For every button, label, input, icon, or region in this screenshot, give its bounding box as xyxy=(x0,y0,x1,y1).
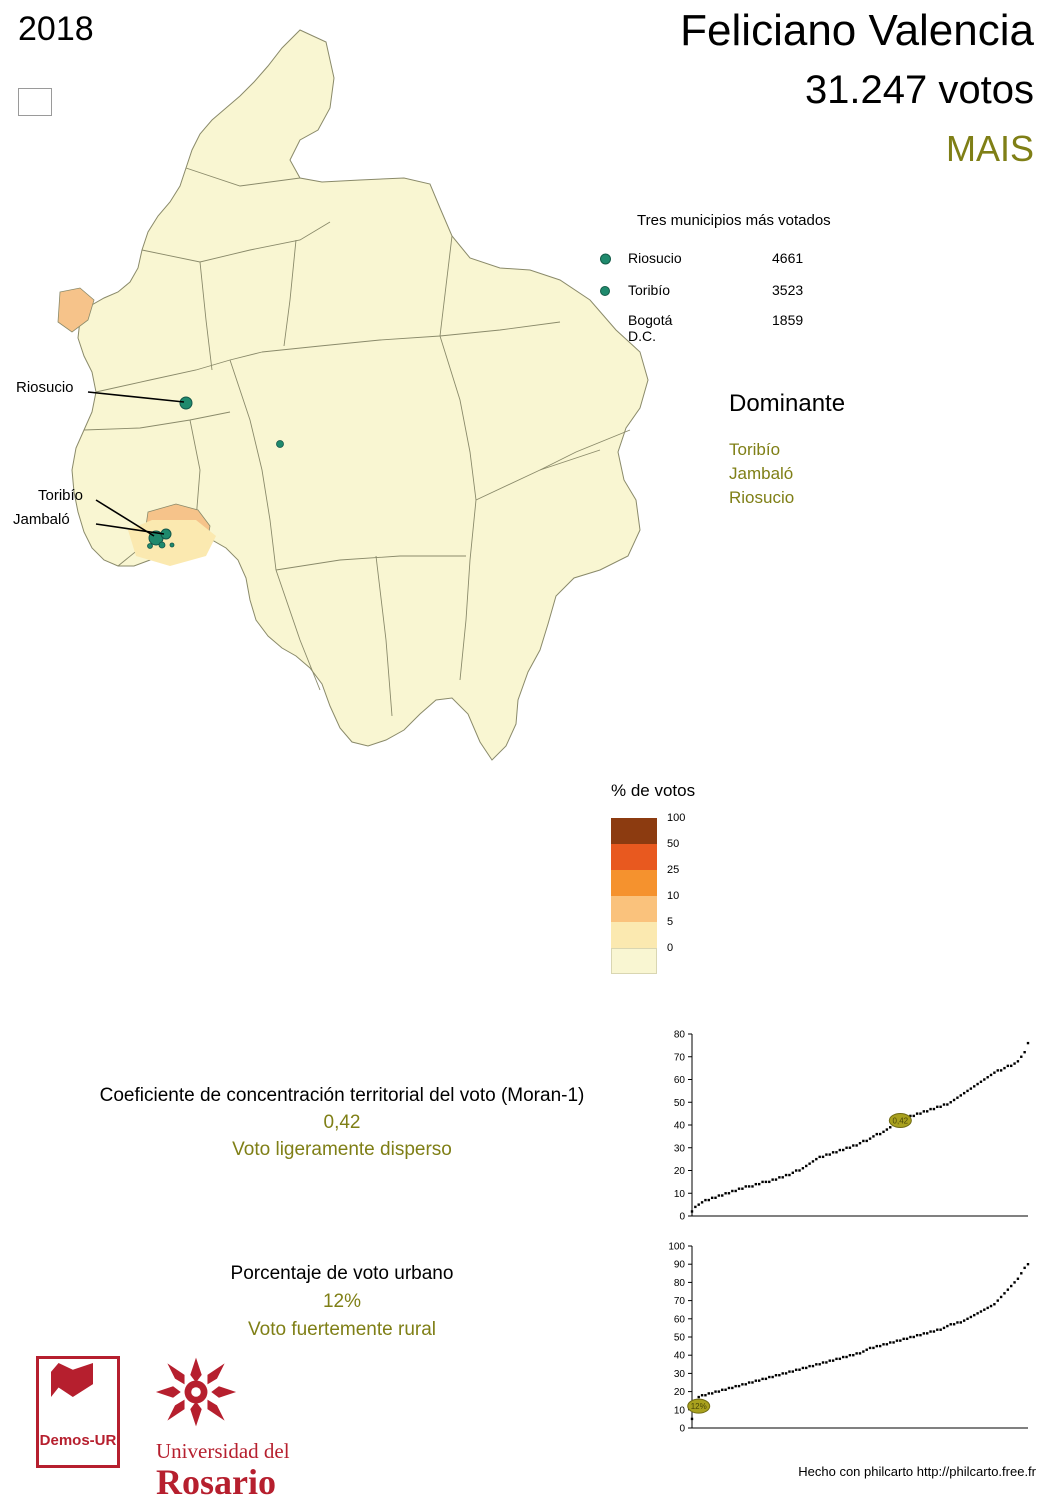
svg-text:50: 50 xyxy=(673,1332,685,1344)
dominante-item: Riosucio xyxy=(729,488,795,507)
municipality-name: Toribío xyxy=(628,282,671,298)
svg-text:80: 80 xyxy=(673,1277,685,1289)
municipality-votes: 1859 xyxy=(772,312,804,328)
svg-text:30: 30 xyxy=(673,1368,685,1380)
legend-value: 10 xyxy=(667,890,680,902)
dominante-item: Jambaló xyxy=(729,464,794,483)
municipality-name: Riosucio xyxy=(628,250,682,266)
legend-swatch xyxy=(611,896,657,922)
top-municipalities-title: Tres municipios más votados xyxy=(637,212,831,229)
map-point-small-3 xyxy=(170,543,174,547)
rosario-line2: Rosario xyxy=(156,1462,276,1502)
svg-text:0,42: 0,42 xyxy=(892,1116,909,1126)
legend-swatch xyxy=(611,844,657,870)
svg-text:12%: 12% xyxy=(690,1402,707,1412)
svg-text:60: 60 xyxy=(673,1075,685,1086)
svg-text:80: 80 xyxy=(673,1029,685,1041)
demos-ur-label: Demos-UR xyxy=(39,1432,117,1449)
legend-value: 5 xyxy=(667,916,674,928)
dominante-list xyxy=(729,438,794,510)
legend-swatch xyxy=(611,948,657,974)
callout-label-toribio: Toribío xyxy=(38,487,84,504)
rosario-crest-icon xyxy=(148,1350,244,1434)
svg-text:60: 60 xyxy=(673,1314,685,1326)
svg-text:20: 20 xyxy=(673,1387,685,1399)
urban-title: Porcentaje de voto urbano xyxy=(230,1263,454,1284)
svg-text:70: 70 xyxy=(673,1052,685,1064)
callout-label-riosucio: Riosucio xyxy=(16,379,74,396)
svg-text:40: 40 xyxy=(673,1120,685,1132)
year-label: 2018 xyxy=(18,10,94,48)
svg-text:10: 10 xyxy=(673,1405,685,1417)
total-votes: 31.247 votos xyxy=(804,68,1034,112)
svg-text:10: 10 xyxy=(673,1188,685,1200)
svg-text:20: 20 xyxy=(673,1166,685,1177)
footer-credit: Hecho con philcarto http://philcarto.free.fr xyxy=(798,1464,1036,1479)
legend-swatch xyxy=(611,922,657,948)
urban-description: Voto fuertemente rural xyxy=(248,1319,436,1340)
map-point-small-1 xyxy=(159,542,165,548)
svg-text:90: 90 xyxy=(673,1259,685,1271)
dominante-title: Dominante xyxy=(729,390,846,417)
demos-ur-logo xyxy=(36,1356,120,1468)
moran-title: Coeficiente de concentración territorial del voto (Moran-1) xyxy=(99,1085,585,1106)
dominante-item: Toribío xyxy=(729,440,781,459)
moran-description: Voto ligeramente disperso xyxy=(232,1139,452,1160)
legend-swatch xyxy=(611,870,657,896)
rosario-line1: Universidad del xyxy=(156,1439,290,1463)
svg-text:70: 70 xyxy=(673,1296,685,1308)
legend-swatch xyxy=(611,818,657,844)
urban-scatter-chart xyxy=(650,1236,1040,1446)
country-outline xyxy=(72,30,648,760)
legend-value: 0 xyxy=(667,942,674,954)
universidad-rosario-logo xyxy=(148,1350,378,1500)
map-landmass xyxy=(58,30,648,760)
map-point-small-2 xyxy=(148,544,153,549)
callout-label-jambalo: Jambaló xyxy=(13,511,70,528)
svg-text:30: 30 xyxy=(673,1143,685,1155)
graduation-cap-icon xyxy=(51,1363,93,1397)
urban-value: 12% xyxy=(322,1291,362,1312)
scale-title: % de votos xyxy=(611,781,696,800)
svg-text:50: 50 xyxy=(673,1097,685,1109)
svg-text:0: 0 xyxy=(679,1423,685,1435)
municipality-votes: 4661 xyxy=(772,250,804,266)
municipality-votes: 3523 xyxy=(772,282,804,298)
svg-text:100: 100 xyxy=(668,1241,685,1253)
colombia-map xyxy=(0,0,660,980)
svg-text:0: 0 xyxy=(679,1211,685,1223)
moran-scatter-chart xyxy=(650,1024,1040,1234)
municipality-name: Bogotá D.C. xyxy=(628,312,673,344)
moran-value: 0,42 xyxy=(323,1112,361,1133)
map-point-bogota xyxy=(277,441,284,448)
party-name: MAIS xyxy=(945,128,1034,169)
legend-value: 50 xyxy=(667,838,680,850)
legend-value: 100 xyxy=(667,812,686,824)
legend-value: 25 xyxy=(667,864,680,876)
map-point-riosucio xyxy=(180,397,192,409)
svg-text:40: 40 xyxy=(673,1350,685,1362)
candidate-name: Feliciano Valencia xyxy=(680,6,1034,55)
